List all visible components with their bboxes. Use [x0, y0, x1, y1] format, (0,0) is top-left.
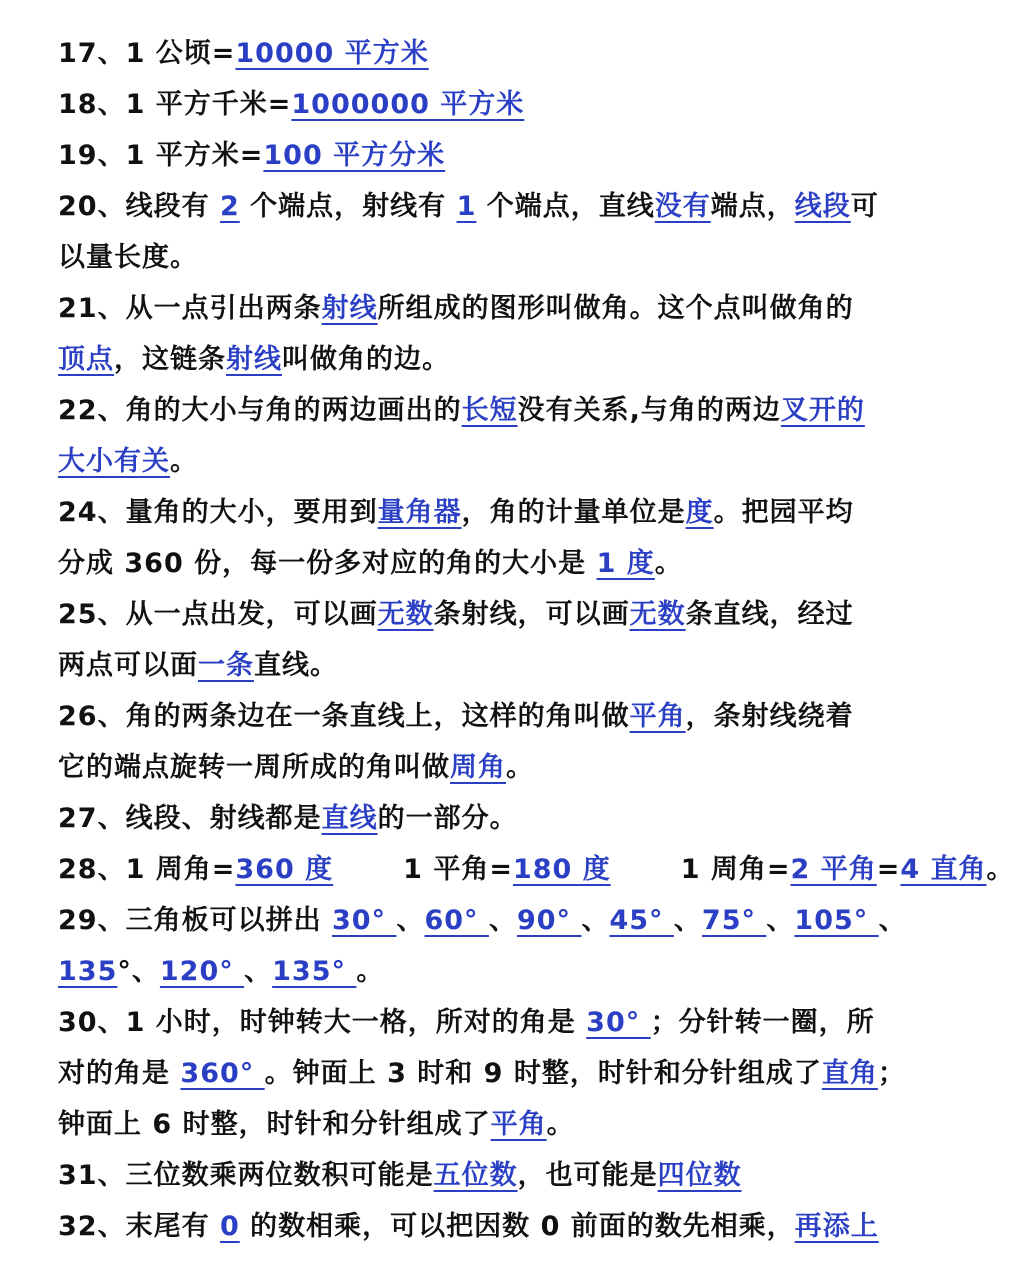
text-line	[58, 946, 892, 997]
answer-text: 射线	[321, 293, 378, 324]
body-text: 所组成的图形叫做角。这个点叫做角的	[377, 293, 854, 324]
text-line	[58, 895, 907, 946]
text-line	[58, 334, 892, 385]
text-line	[58, 487, 892, 538]
body-text: 对的角是	[58, 1058, 181, 1089]
answer-text: 平角	[629, 701, 686, 732]
answer-text: 0	[219, 1211, 240, 1242]
answer-text: 没有	[654, 191, 711, 222]
body-text: 20、线段有	[58, 191, 220, 222]
answer-text: 10000 平方米	[235, 38, 429, 69]
body-text: ，这链条	[114, 344, 226, 375]
text-line	[58, 283, 892, 334]
body-text: ，条射线绕着	[685, 701, 854, 732]
text-line	[58, 79, 892, 130]
body-text: 个端点，射线有	[239, 191, 457, 222]
answer-text: 360°	[180, 1058, 265, 1089]
text-line	[58, 1099, 892, 1150]
body-text: 27、线段、射线都是	[58, 803, 322, 834]
body-text: 、	[244, 956, 273, 987]
body-text: ；分针转一圈，所	[650, 1007, 875, 1038]
body-text: 。	[546, 1109, 575, 1140]
answer-text: 平角	[490, 1109, 547, 1140]
body-text: 。	[506, 752, 534, 783]
body-text: 端点，	[710, 191, 795, 222]
text-line	[58, 742, 892, 793]
body-text: 、	[488, 905, 517, 936]
text-line	[58, 1048, 906, 1099]
text-line	[58, 436, 892, 487]
body-text: 个端点，直线	[476, 191, 655, 222]
answer-text: 1 度	[596, 548, 655, 579]
body-text: 。把园平均	[713, 497, 854, 528]
text-line	[58, 130, 892, 181]
body-text: 21、从一点引出两条	[58, 293, 322, 324]
body-text: 30、1 小时，时钟转大一格，所对的角是	[58, 1007, 587, 1038]
body-text: 的一部分。	[377, 803, 518, 834]
text-line	[58, 1201, 892, 1252]
body-text: 、	[396, 905, 425, 936]
answer-text: 135°	[272, 956, 357, 987]
body-text: 直线。	[254, 650, 338, 681]
answer-text: 4 直角	[900, 854, 987, 885]
answer-text: 60°	[424, 905, 489, 936]
answer-text: 直线	[321, 803, 378, 834]
text-line	[58, 691, 892, 742]
answer-text: 30°	[331, 905, 397, 936]
body-text: 条直线，经过	[685, 599, 854, 630]
body-text: 叫做角的边。	[282, 344, 450, 375]
text-line	[58, 232, 892, 283]
body-text: 两点可以面	[58, 650, 198, 681]
body-text: 分成 360 份，每一份多对应的角的大小是	[58, 548, 597, 579]
answer-text: 1	[456, 191, 477, 222]
text-line	[58, 793, 892, 844]
body-text: 18、1 平方千米=	[58, 89, 292, 120]
answer-text: 100 平方分米	[263, 140, 446, 171]
body-text: 22、角的大小与角的两边画出的	[58, 395, 462, 426]
body-text: 29、三角板可以拼出	[58, 905, 332, 936]
body-text: 1 平角=	[403, 854, 513, 885]
answer-text: 再添上	[794, 1211, 879, 1242]
body-text: 26、角的两条边在一条直线上，这样的角叫做	[58, 701, 630, 732]
text-line	[58, 1150, 892, 1201]
text-line	[58, 844, 1015, 895]
text-line	[58, 589, 892, 640]
body-text: °、	[117, 956, 160, 987]
answer-text: 2	[219, 191, 240, 222]
body-text: 可	[850, 191, 879, 222]
answer-text: 30°	[586, 1007, 651, 1038]
answer-text: 度	[685, 497, 714, 528]
body-text: 1 周角=	[680, 854, 791, 885]
answer-text: 一条	[198, 650, 254, 681]
body-text: 32、末尾有	[58, 1211, 220, 1242]
body-text: 、	[878, 905, 907, 936]
body-text: 它的端点旋转一周所成的角叫做	[58, 752, 450, 783]
answer-text: 105°	[794, 905, 879, 936]
text-line	[58, 181, 892, 232]
body-text: =	[876, 854, 901, 885]
body-text: 。	[654, 548, 683, 579]
body-text: 、	[581, 905, 610, 936]
answer-text: 顶点	[58, 344, 114, 375]
answer-text: 周角	[450, 752, 506, 783]
answer-text: 120°	[159, 956, 245, 987]
body-text: ，也可能是	[517, 1160, 658, 1191]
text-line	[58, 997, 892, 1048]
answer-text: 叉开的	[780, 395, 865, 426]
body-text: 。	[170, 446, 198, 477]
answer-text: 线段	[794, 191, 851, 222]
answer-text: 135	[58, 956, 118, 987]
answer-text: 长短	[461, 395, 518, 426]
answer-text: 180 度	[512, 854, 611, 885]
answer-text: 无数	[629, 599, 686, 630]
body-text: 25、从一点出发，可以画	[58, 599, 378, 630]
answer-text: 2 平角	[790, 854, 877, 885]
body-text: ；	[877, 1058, 906, 1089]
text-line	[58, 640, 892, 691]
body-text: 。	[356, 956, 385, 987]
answer-text: 75°	[701, 905, 767, 936]
body-text: 。钟面上 3 时和 9 时整，时针和分针组成了	[264, 1058, 822, 1089]
answer-text: 射线	[226, 344, 282, 375]
answer-text: 四位数	[657, 1160, 742, 1191]
body-text: 17、1 公顷=	[58, 38, 236, 69]
body-text: 、	[766, 905, 795, 936]
answer-text: 量角器	[377, 497, 462, 528]
text-line	[58, 538, 892, 589]
body-text: 的数相乘，可以把因数 0 前面的数先相乘，	[239, 1211, 795, 1242]
body-text: 31、三位数乘两位数积可能是	[58, 1160, 434, 1191]
body-text: ，角的计量单位是	[461, 497, 686, 528]
answer-text: 360 度	[235, 854, 334, 885]
body-text: 、	[673, 905, 702, 936]
answer-text: 90°	[516, 905, 582, 936]
body-text: 。	[986, 854, 1015, 885]
text-line	[58, 385, 892, 436]
answer-text: 无数	[377, 599, 434, 630]
body-text: 条射线，可以画	[433, 599, 630, 630]
body-text: 19、1 平方米=	[58, 140, 264, 171]
answer-text: 直角	[821, 1058, 878, 1089]
text-line	[58, 28, 892, 79]
answer-text: 1000000 平方米	[291, 89, 525, 120]
body-text: 没有关系,与角的两边	[517, 395, 781, 426]
answer-text: 大小有关	[58, 446, 170, 477]
body-text: 钟面上 6 时整，时针和分针组成了	[58, 1109, 491, 1140]
body-text: 28、1 周角=	[58, 854, 236, 885]
answer-text: 45°	[609, 905, 674, 936]
body-text: 以量长度。	[58, 242, 198, 273]
answer-text: 五位数	[433, 1160, 518, 1191]
body-text: 24、量角的大小，要用到	[58, 497, 378, 528]
